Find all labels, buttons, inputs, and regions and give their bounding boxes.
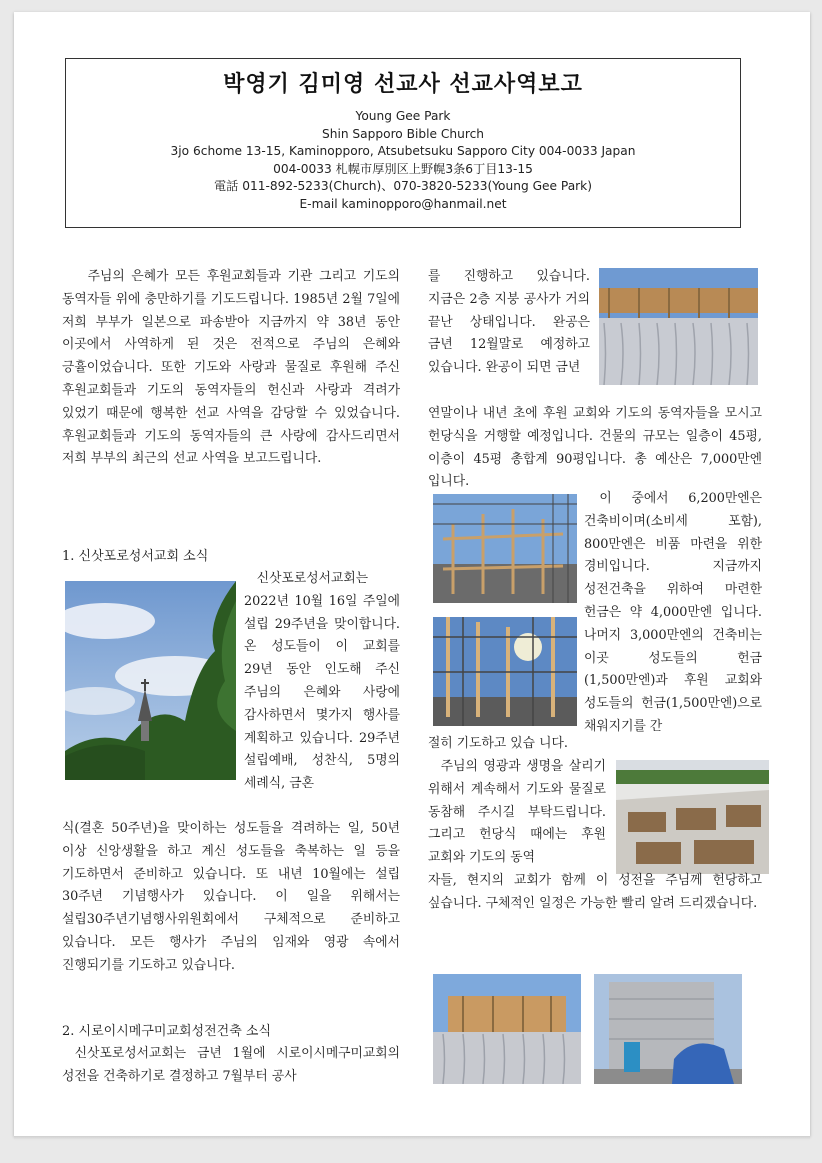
scaffolding-photo [433,494,577,603]
budget-side-paragraph: 이 중에서 6,200만엔은 건축비이며(소비세 포함), 800만엔은 비품 마련을 위한 경비입니다. 지금까지 성전건축을 위하여 마련한 헌금은 약 4,000만엔 입니다. 나머지 3,000만엔의 건축비는 이곳 성도들의 헌금(1,500만엔)과 후원 교회와 성도들의 헌금(1,500만엔)으로 채워지기를 간 [584,491,762,734]
church-steeple-image [65,581,236,780]
phone-numbers: 電話 011-892-5233(Church)、070-3820-5233(Young Gee Park) [213,179,592,194]
sender-name: Young Gee Park [355,109,451,123]
address-english: 3jo 6chome 13-15, Kaminopporo, Atsubetsuku Sapporo City 004-0033 Japan [170,144,636,159]
letterhead [65,58,741,228]
section1-side-paragraph: 신삿포로성서교회는 2022년 10월 16일 주일에 설립 29주년을 맞이합니다. 온 성도들이 이 교회를 29년 동안 인도해 주신 주님의 은혜와 사랑에 감사하면서 몇가지 행사를 계획하고 있습니다. 29주년 설립예배, 성찬식, 5명의 세례식, 금혼 [244,571,400,792]
email-address: E-mail kaminopporo@hanmail.net [299,196,507,211]
foundation-image [616,760,769,874]
foundation-photo [616,760,769,874]
building-site-image [594,974,742,1084]
church-name: Shin Sapporo Bible Church [321,126,485,141]
building-exterior-photo [433,974,581,1084]
church-steeple-photo [65,581,236,780]
section1-title: 1. 신삿포로성서교회 소식 [62,549,209,564]
building-site-photo [594,974,742,1084]
construction-paragraph: 연말이나 내년 초에 후원 교회와 기도의 동역자들을 모시고 헌당식을 거행할 예정입니다. 건물의 규모는 일층이 45평, 이층이 45평 총합계 90평입니다. 총 예산은 7,000만엔 입니다. [428,406,762,490]
scaffolding-image [433,494,577,603]
intro-paragraph: 주님의 은혜가 모든 후원교회들과 기관 그리고 기도의 동역자들 위에 충만하기를 기도드립니다. 1985년 2월 7일에 저희 부부가 일본으로 파송받아 지금까지 약 38년 동안 이곳에서 사역하게 된 것은 전적으로 주님의 은혜와 긍휼이었습니다. 또한 기도와 사랑과 물질로 후원해 주신 후원교회들과 기도의 동역자들의 헌신과 사랑과 격려가 있었기 때문에 행복한 선교 사역을 감당할 수 있었습니다. 후원교회들과 기도의 동역자들의 큰 사랑에 감사드리면서 저희 부부의 최근의 선교 사역을 보고드립니다. [62,269,400,467]
section2-paragraph: 신삿포로성서교회는 금년 1월에 시로이시메구미교회의 성전을 건축하기로 결정하고 7월부터 공사 [62,1046,400,1084]
report-title: 박영기 김미영 선교사 선교사역보고 [223,72,583,97]
section2-title: 2. 시로이시메구미교회성전건축 소식 [62,1024,272,1039]
address-japanese: 004-0033 札幌市厚別区上野幌3条6丁目13-15 [273,161,533,176]
prayer-side-paragraph: 주님의 영광과 생명을 살리기 위해서 계속해서 기도와 물질로 동참해 주시길 부탁드립니다. 그리고 헌당식 때에는 후원 교회와 기도의 동역 [428,759,606,866]
budget-paragraph: 절히 기도하고 있습 니다. [428,736,568,751]
timber-frame-image [433,617,577,726]
construction-tarp-photo [599,268,758,385]
timber-frame-photo [433,617,577,726]
construction-side-paragraph: 를 진행하고 있습니다. 지금은 2층 지붕 공사가 거의 끝난 상태입니다. 완공은 금년 12월말로 예정하고 있습니다. 완공이 되면 금년 [428,269,590,376]
prayer-paragraph: 자들, 현지의 교회가 함께 이 성전을 주님께 헌당하고 싶습니다. 구체적인 일정은 가능한 빨리 알려 드리겠습니다. [428,873,762,911]
building-exterior-image [433,974,581,1084]
construction-tarp-image [599,268,758,385]
section1-paragraph: 식(결혼 50주년)을 맞이하는 성도들을 격려하는 일, 50년 이상 신앙생활을 하고 계신 성도들을 축복하는 일 등을 기도하면서 준비하고 있습니다. 또 내년 10월에는 설립 30주년 기념행사가 있습니다. 이 일을 위해서는 설립30주년기념행사위원회에서 구체적으로 준비하고 있습니다. 모든 행사가 주님의 임재와 영광 속에서 진행되기를 기도하고 있습니다. [62,821,400,973]
page-shadow [14,1136,810,1140]
